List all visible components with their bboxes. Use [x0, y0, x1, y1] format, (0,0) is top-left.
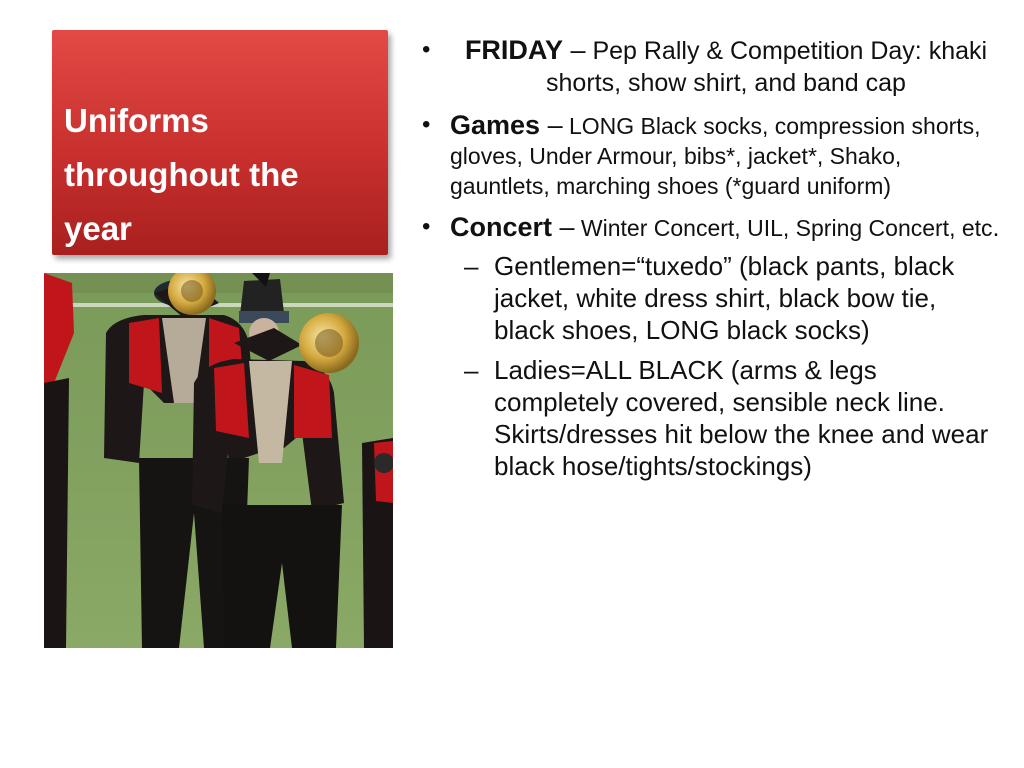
- concert-text: Winter Concert, UIL, Spring Concert, etc: [574, 215, 993, 241]
- title-box: [52, 30, 388, 255]
- bullet-marker: •: [422, 111, 431, 138]
- content-body: [402, 34, 1002, 492]
- title-line-1: Uniforms: [64, 102, 209, 139]
- gentlemen-text: Gentlemen=“tuxedo” (black pants, black jacket, white dress shirt, black bow tie, black shoes, LONG black socks): [494, 251, 955, 345]
- bullet-games: [402, 109, 1002, 201]
- bullet-marker: •: [422, 213, 431, 240]
- sub-bullet-ladies: [450, 354, 1002, 482]
- sub-bullet-gentlemen: [450, 250, 1002, 346]
- bullet-concert: [402, 211, 1002, 482]
- bullet-marker: •: [422, 36, 431, 63]
- sub-bullet-dash: –: [464, 355, 479, 385]
- friday-dash: –: [562, 35, 586, 65]
- friday-heading: FRIDAY: [464, 35, 563, 65]
- games-dash: –: [540, 110, 563, 140]
- title-line-3: year: [64, 210, 132, 247]
- slide-title: [64, 94, 376, 256]
- title-line-2: throughout the: [64, 156, 299, 193]
- sub-bullet-dash: –: [464, 251, 479, 281]
- friday-text: Pep Rally & Competition Day: khaki shorts, show shirt, and band cap: [546, 37, 988, 97]
- bullet-list: [402, 34, 1002, 482]
- concert-heading: Concert: [450, 212, 553, 242]
- bullet-friday: [402, 34, 1002, 99]
- ladies-text: Ladies=ALL BLACK (arms & legs completely covered, sensible neck line. Skirts/dresses hit below the knee and wear black hose/tights/stockings): [494, 355, 989, 481]
- band-photo: [44, 273, 393, 648]
- concert-period: .: [992, 214, 1000, 242]
- games-text: LONG Black socks, compression shorts, gloves, Under Armour, bibs*, jacket*, Shako, gauntlets, marching shoes (*guard uniform): [450, 113, 981, 199]
- band-photo-graphic: [44, 273, 393, 648]
- games-heading: Games: [450, 110, 541, 140]
- concert-dash: –: [552, 212, 575, 242]
- concert-sub-list: [450, 250, 1002, 482]
